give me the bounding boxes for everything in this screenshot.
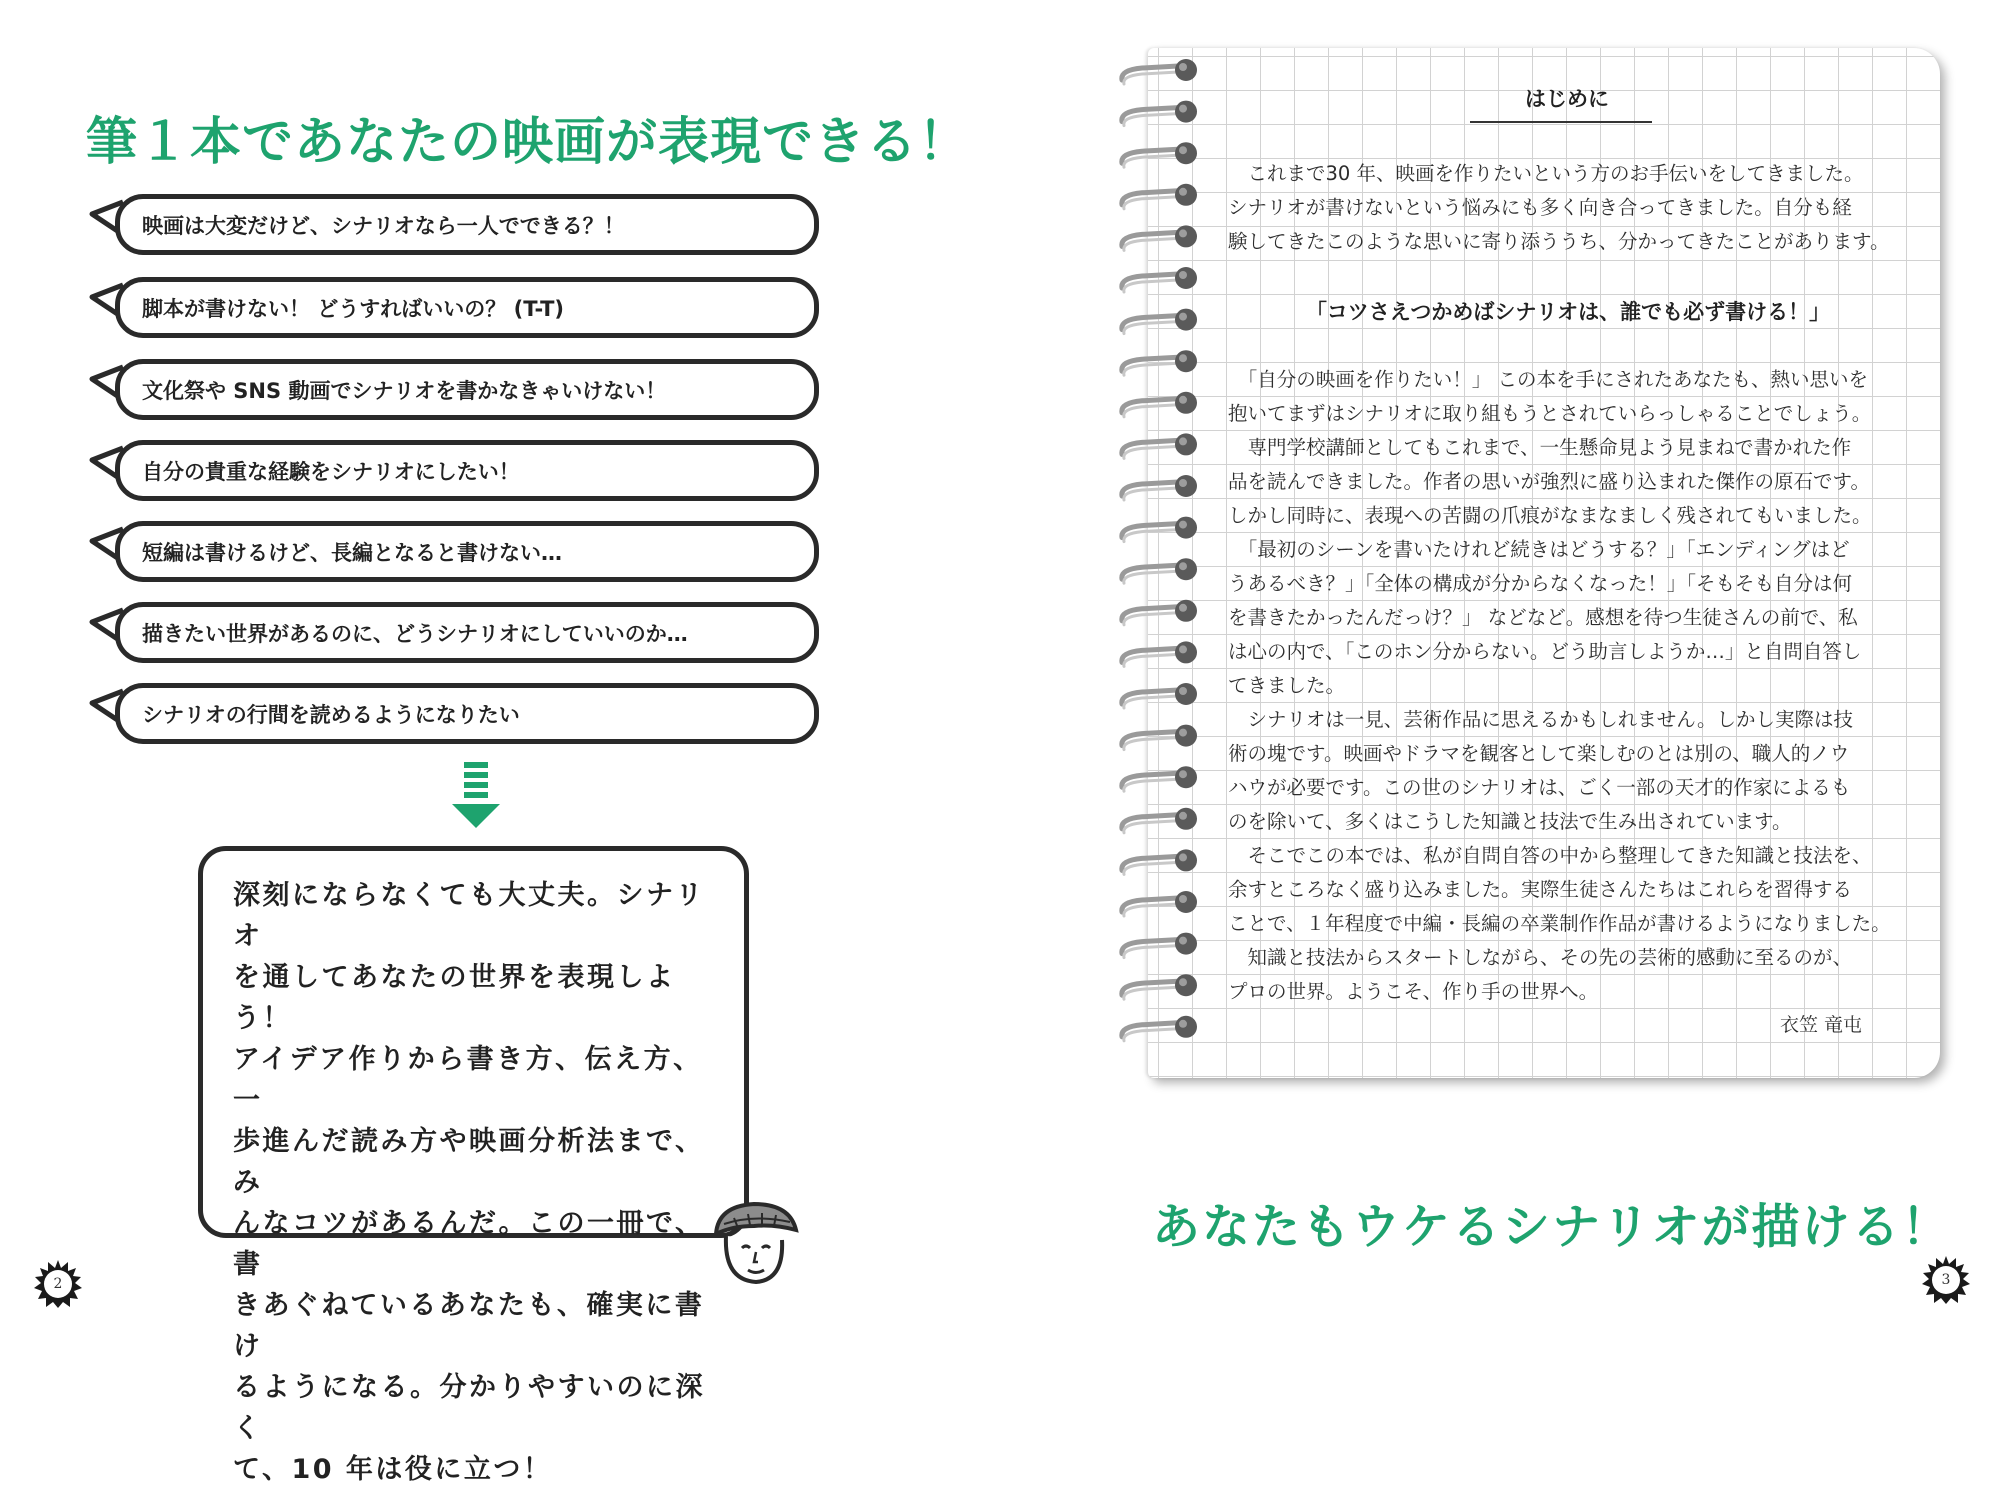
spiral-hole-shine <box>1179 978 1187 986</box>
spiral-ring-highlight <box>1124 738 1178 750</box>
spiral-hole-shine <box>1179 229 1187 237</box>
spiral-binding-icon <box>1112 58 1212 1058</box>
spiral-hole <box>1175 808 1197 830</box>
spiral-ring-highlight <box>1124 779 1178 791</box>
spiral-hole-shine <box>1179 396 1187 404</box>
down-arrow-icon <box>452 762 500 828</box>
spiral-hole <box>1175 225 1197 247</box>
spiral-hole <box>1175 974 1197 996</box>
spiral-ring-highlight <box>1124 1029 1178 1041</box>
spiral-hole <box>1175 641 1197 663</box>
speech-bubble-7: シナリオの行間を読めるようになりたい <box>115 683 819 744</box>
mascot-face-icon <box>704 1196 800 1286</box>
spiral-ring-highlight <box>1124 488 1178 500</box>
spiral-hole <box>1175 142 1197 164</box>
intro-paragraph: これまで30 年、映画を作りたいという方のお手伝いをしてきました。 シナリオが書けないという悩みにも多く向き合ってきました。自分も経 験してきたこのような思いに寄り添ううち、分かってきたことがあります。 <box>1228 162 1890 253</box>
spiral-hole <box>1175 309 1197 331</box>
spiral-ring-highlight <box>1124 72 1178 84</box>
spiral-ring-highlight <box>1124 862 1178 874</box>
spiral-hole-shine <box>1179 770 1187 778</box>
main-paragraphs: 「自分の映画を作りたい！」 この本を手にされたあなたも、熱い思いを 抱いてまずはシナリオに取り組もうとされていらっしゃることでしょう。 専門学校講師としてもこれまで、一生懸命見よう見まねで書かれた作 品を読んできました。作者の思いが強烈に盛り込まれた傑作の原石です。 しかし同時に、表現への苦闘の爪痕がなまなましく残されてもいました。 「最初のシーンを書いたけれど続きはどうする？」「エンディングはど うあるべき？」「全体の構成が分からなくなった！」「そもそも自分は何 を書きたかったんだっけ？」 などなど。感想を待つ生徒さんの前で、私 は心の内で、「このホン分からない。どう助言しようか…」と自問自答し てきました。 シナリオは一見、芸術作品に思えるかもしれません。しかし実際は技 術の塊です。映画やドラマを観客として楽しむのとは別の、職人的ノウ ハウが必要です。この世のシナリオは、ごく一部の天才的作家によるも のを除いて、多くはこうした知識と技法で生み出されています。 そこでこの本では、私が自問自答の中から整理してきた知識と技法を、 余すところなく盛り込みました。実際生徒さんたちはこれらを習得する ことで、１年程度で中編・長編の卒業制作作品が書けるようになりました。 知識と技法からスタートしながら、その先の芸術的感動に至るのが、 プロの世界。ようこそ、作り手の世界へ。 <box>1228 368 1891 1003</box>
speech-bubble-2: 脚本が書けない！ どうすればいいの？ (T-T) <box>115 277 819 338</box>
spiral-hole <box>1175 517 1197 539</box>
speech-bubble-5: 短編は書けるけど、長編となると書けない… <box>115 521 819 582</box>
page-number-right <box>1922 1256 1970 1304</box>
spiral-ring-highlight <box>1124 613 1178 625</box>
spiral-ring-highlight <box>1124 155 1178 167</box>
speech-bubble-1: 映画は大変だけど、シナリオなら一人でできる？！ <box>115 194 819 255</box>
spiral-hole-shine <box>1179 188 1187 196</box>
spiral-hole-shine <box>1179 1020 1187 1028</box>
left-page-title: 筆１本であなたの映画が表現できる！ <box>86 113 971 172</box>
spiral-hole <box>1175 558 1197 580</box>
spiral-hole-shine <box>1179 437 1187 445</box>
spiral-hole-shine <box>1179 812 1187 820</box>
spiral-ring-highlight <box>1124 904 1178 916</box>
spiral-ring-highlight <box>1124 238 1178 250</box>
spiral-hole-shine <box>1179 271 1187 279</box>
spiral-hole <box>1175 1016 1197 1038</box>
spiral-hole-shine <box>1179 63 1187 71</box>
spiral-ring-highlight <box>1124 114 1178 126</box>
spiral-hole <box>1175 600 1197 622</box>
spiral-hole <box>1175 433 1197 455</box>
spiral-hole <box>1175 101 1197 123</box>
spiral-ring-highlight <box>1124 280 1178 292</box>
spiral-hole-shine <box>1179 937 1187 945</box>
spiral-hole <box>1175 683 1197 705</box>
spiral-ring-highlight <box>1124 363 1178 375</box>
spiral-hole-shine <box>1179 604 1187 612</box>
spiral-hole-shine <box>1179 687 1187 695</box>
slogan: 「コツさえつかめばシナリオは、誰でも必ず書ける！」 <box>1305 300 1831 324</box>
spiral-hole <box>1175 766 1197 788</box>
answer-speech-box <box>198 846 749 1485</box>
spiral-ring-highlight <box>1124 571 1178 583</box>
spiral-ring-highlight <box>1124 405 1178 417</box>
spiral-hole-shine <box>1179 645 1187 653</box>
spiral-hole <box>1175 350 1197 372</box>
spiral-hole-shine <box>1179 479 1187 487</box>
author-signature: 衣笠 竜屯 <box>1780 1014 1863 1036</box>
heading-underline <box>1470 121 1652 123</box>
page-number-text: 3 <box>1941 1272 1951 1288</box>
answer-text: 深刻にならなくても大丈夫。シナリオ を通してあなたの世界を表現しよう！ アイデア作りから書き方、伝え方、一 歩進んだ読み方や映画分析法まで、み んなコツがあるんだ。この一冊で、書 きあぐねているあなたも、確実に書け るようになる。分かりやすいのに深く て、10 年は役に立つ！ <box>233 880 705 1485</box>
spiral-ring-highlight <box>1124 696 1178 708</box>
speech-bubble-3: 文化祭や SNS 動画でシナリオを書かなきゃいけない！ <box>115 359 819 420</box>
spiral-hole <box>1175 849 1197 871</box>
speech-bubble-6: 描きたい世界があるのに、どうシナリオにしていいのか… <box>115 602 819 663</box>
spiral-ring-highlight <box>1124 946 1178 958</box>
notebook-heading: はじめに <box>1525 87 1609 111</box>
spiral-hole-shine <box>1179 354 1187 362</box>
spiral-hole-shine <box>1179 729 1187 737</box>
spiral-hole <box>1175 184 1197 206</box>
spiral-hole <box>1175 933 1197 955</box>
spiral-hole-shine <box>1179 562 1187 570</box>
spiral-ring-highlight <box>1124 197 1178 209</box>
spiral-hole <box>1175 725 1197 747</box>
spiral-hole <box>1175 392 1197 414</box>
spiral-hole <box>1175 59 1197 81</box>
spiral-hole-shine <box>1179 146 1187 154</box>
spiral-ring-highlight <box>1124 987 1178 999</box>
spiral-hole <box>1175 891 1197 913</box>
spiral-hole-shine <box>1179 853 1187 861</box>
page-number-left <box>34 1260 82 1308</box>
spiral-hole-shine <box>1179 313 1187 321</box>
spiral-ring-highlight <box>1124 322 1178 334</box>
spiral-ring-highlight <box>1124 821 1178 833</box>
spiral-hole <box>1175 475 1197 497</box>
spiral-hole-shine <box>1179 895 1187 903</box>
spiral-ring-highlight <box>1124 530 1178 542</box>
spiral-hole-shine <box>1179 521 1187 529</box>
spiral-hole-shine <box>1179 105 1187 113</box>
spiral-ring-highlight <box>1124 446 1178 458</box>
speech-bubble-4: 自分の貴重な経験をシナリオにしたい！ <box>115 440 819 501</box>
spiral-hole <box>1175 267 1197 289</box>
right-page-title: あなたもウケるシナリオが描ける！ <box>1152 1199 1952 1255</box>
page-number-text: 2 <box>53 1276 63 1292</box>
spiral-ring-highlight <box>1124 654 1178 666</box>
